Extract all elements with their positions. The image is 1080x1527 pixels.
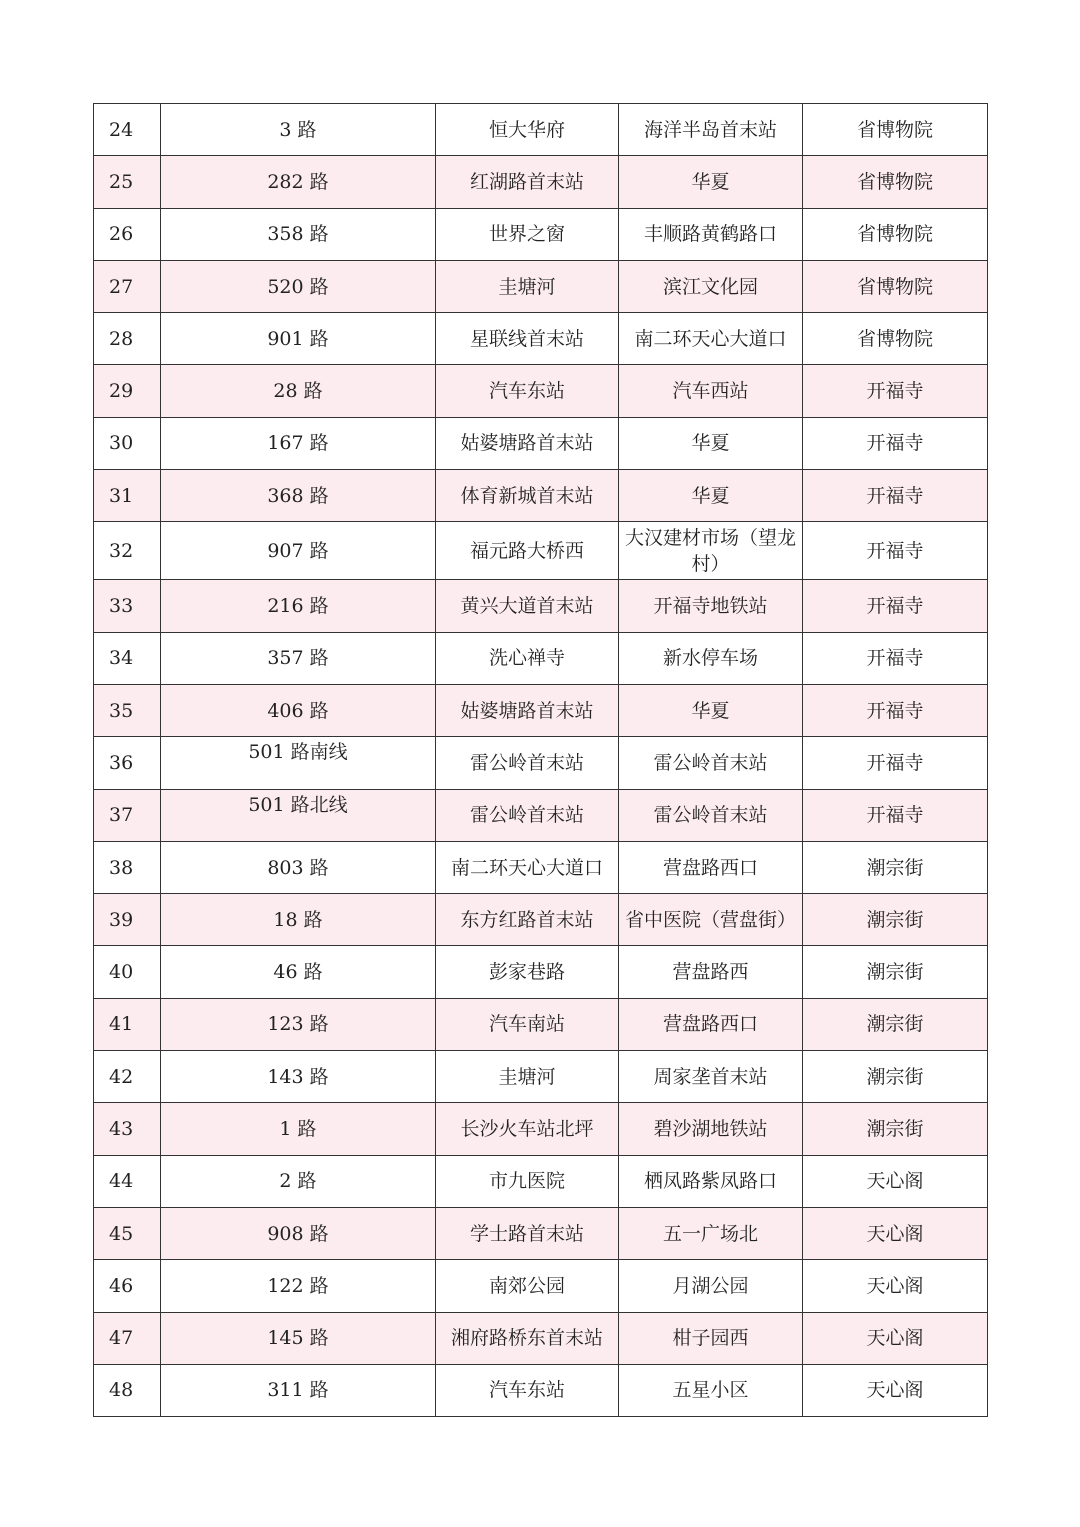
nearby-stop-cell: 天心阁 — [803, 1155, 988, 1207]
nearby-stop-cell: 省博物院 — [803, 156, 988, 208]
row-number-cell: 39 — [94, 894, 161, 946]
nearby-stop-cell: 天心阁 — [803, 1207, 988, 1259]
terminal-start-cell: 东方红路首末站 — [436, 894, 619, 946]
nearby-stop-cell: 省博物院 — [803, 260, 988, 312]
terminal-end-cell: 五一广场北 — [619, 1207, 803, 1259]
row-number-cell: 24 — [94, 104, 161, 156]
row-number-cell: 30 — [94, 417, 161, 469]
nearby-stop-cell: 开福寺 — [803, 365, 988, 417]
row-number-cell: 25 — [94, 156, 161, 208]
terminal-end-cell: 碧沙湖地铁站 — [619, 1103, 803, 1155]
table-row — [94, 1364, 988, 1416]
nearby-stop-cell: 开福寺 — [803, 417, 988, 469]
nearby-stop-cell: 开福寺 — [803, 580, 988, 632]
terminal-end-cell: 海洋半岛首末站 — [619, 104, 803, 156]
terminal-start-cell: 圭塘河 — [436, 260, 619, 312]
terminal-end-cell: 月湖公园 — [619, 1260, 803, 1312]
terminal-start-cell: 姑婆塘路首末站 — [436, 417, 619, 469]
terminal-end-cell: 滨江文化园 — [619, 260, 803, 312]
terminal-start-cell: 圭塘河 — [436, 1051, 619, 1103]
terminal-start-cell: 恒大华府 — [436, 104, 619, 156]
nearby-stop-cell: 开福寺 — [803, 632, 988, 684]
terminal-start-cell: 雷公岭首末站 — [436, 789, 619, 841]
nearby-stop-cell: 潮宗街 — [803, 841, 988, 893]
terminal-start-cell: 体育新城首末站 — [436, 470, 619, 522]
row-number-cell: 26 — [94, 208, 161, 260]
terminal-end-cell: 华夏 — [619, 684, 803, 736]
table-row — [94, 684, 988, 736]
table-row — [94, 260, 988, 312]
bus-line-cell: 122 路 — [161, 1260, 436, 1312]
row-number-cell: 28 — [94, 313, 161, 365]
nearby-stop-cell: 省博物院 — [803, 313, 988, 365]
table-row — [94, 632, 988, 684]
bus-line-cell: 18 路 — [161, 894, 436, 946]
table-row — [94, 470, 988, 522]
nearby-stop-cell: 潮宗街 — [803, 1051, 988, 1103]
route-table-body — [94, 104, 988, 1417]
terminal-end-cell: 栖凤路紫凤路口 — [619, 1155, 803, 1207]
terminal-end-cell: 雷公岭首末站 — [619, 789, 803, 841]
row-number-cell: 37 — [94, 789, 161, 841]
bus-line-cell: 2 路 — [161, 1155, 436, 1207]
bus-line-cell: 216 路 — [161, 580, 436, 632]
terminal-end-cell: 开福寺地铁站 — [619, 580, 803, 632]
bus-line-cell: 908 路 — [161, 1207, 436, 1259]
nearby-stop-cell: 潮宗街 — [803, 1103, 988, 1155]
terminal-start-cell: 世界之窗 — [436, 208, 619, 260]
row-number-cell: 32 — [94, 522, 161, 580]
bus-line-cell: 803 路 — [161, 841, 436, 893]
terminal-start-cell: 星联线首末站 — [436, 313, 619, 365]
row-number-cell: 27 — [94, 260, 161, 312]
terminal-start-cell: 黄兴大道首末站 — [436, 580, 619, 632]
row-number-cell: 46 — [94, 1260, 161, 1312]
terminal-end-cell: 南二环天心大道口 — [619, 313, 803, 365]
nearby-stop-cell: 开福寺 — [803, 684, 988, 736]
nearby-stop-cell: 开福寺 — [803, 789, 988, 841]
bus-line-cell: 406 路 — [161, 684, 436, 736]
terminal-end-cell: 华夏 — [619, 417, 803, 469]
nearby-stop-cell: 潮宗街 — [803, 946, 988, 998]
row-number-cell: 42 — [94, 1051, 161, 1103]
table-row — [94, 1051, 988, 1103]
row-number-cell: 29 — [94, 365, 161, 417]
terminal-start-cell: 学士路首末站 — [436, 1207, 619, 1259]
nearby-stop-cell: 天心阁 — [803, 1260, 988, 1312]
terminal-start-cell: 汽车东站 — [436, 1364, 619, 1416]
row-number-cell: 40 — [94, 946, 161, 998]
terminal-end-cell: 五星小区 — [619, 1364, 803, 1416]
table-row — [94, 417, 988, 469]
bus-line-cell: 368 路 — [161, 470, 436, 522]
terminal-start-cell: 红湖路首末站 — [436, 156, 619, 208]
bus-line-cell: 501 路南线 — [161, 737, 436, 789]
terminal-end-cell: 华夏 — [619, 470, 803, 522]
bus-line-cell: 123 路 — [161, 998, 436, 1050]
terminal-start-cell: 汽车南站 — [436, 998, 619, 1050]
table-row — [94, 208, 988, 260]
terminal-end-cell: 周家垄首末站 — [619, 1051, 803, 1103]
table-row — [94, 365, 988, 417]
table-row — [94, 522, 988, 580]
bus-line-cell: 282 路 — [161, 156, 436, 208]
bus-line-cell: 901 路 — [161, 313, 436, 365]
nearby-stop-cell: 省博物院 — [803, 208, 988, 260]
table-row — [94, 894, 988, 946]
terminal-end-cell: 新水停车场 — [619, 632, 803, 684]
table-row — [94, 998, 988, 1050]
table-row — [94, 104, 988, 156]
table-row — [94, 580, 988, 632]
terminal-end-cell: 雷公岭首末站 — [619, 737, 803, 789]
row-number-cell: 41 — [94, 998, 161, 1050]
terminal-start-cell: 市九医院 — [436, 1155, 619, 1207]
nearby-stop-cell: 潮宗街 — [803, 998, 988, 1050]
terminal-end-cell: 营盘路西口 — [619, 998, 803, 1050]
row-number-cell: 44 — [94, 1155, 161, 1207]
bus-line-cell: 520 路 — [161, 260, 436, 312]
terminal-start-cell: 湘府路桥东首末站 — [436, 1312, 619, 1364]
table-row — [94, 1260, 988, 1312]
table-row — [94, 737, 988, 789]
bus-line-cell: 1 路 — [161, 1103, 436, 1155]
row-number-cell: 45 — [94, 1207, 161, 1259]
table-row — [94, 313, 988, 365]
terminal-start-cell: 洗心禅寺 — [436, 632, 619, 684]
terminal-start-cell: 汽车东站 — [436, 365, 619, 417]
terminal-end-cell: 华夏 — [619, 156, 803, 208]
bus-line-cell: 501 路北线 — [161, 789, 436, 841]
terminal-end-cell: 大汉建材市场（望龙村） — [619, 522, 803, 580]
table-row — [94, 1207, 988, 1259]
terminal-start-cell: 彭家巷路 — [436, 946, 619, 998]
bus-line-cell: 357 路 — [161, 632, 436, 684]
row-number-cell: 34 — [94, 632, 161, 684]
row-number-cell: 36 — [94, 737, 161, 789]
terminal-start-cell: 姑婆塘路首末站 — [436, 684, 619, 736]
terminal-end-cell: 柑子园西 — [619, 1312, 803, 1364]
table-row — [94, 1155, 988, 1207]
bus-line-cell: 358 路 — [161, 208, 436, 260]
terminal-end-cell: 省中医院（营盘街） — [619, 894, 803, 946]
bus-line-cell: 145 路 — [161, 1312, 436, 1364]
nearby-stop-cell: 潮宗街 — [803, 894, 988, 946]
bus-route-table — [93, 103, 988, 1417]
row-number-cell: 48 — [94, 1364, 161, 1416]
bus-line-cell: 28 路 — [161, 365, 436, 417]
row-number-cell: 47 — [94, 1312, 161, 1364]
nearby-stop-cell: 开福寺 — [803, 522, 988, 580]
row-number-cell: 35 — [94, 684, 161, 736]
terminal-start-cell: 雷公岭首末站 — [436, 737, 619, 789]
terminal-end-cell: 丰顺路黄鹤路口 — [619, 208, 803, 260]
table-row — [94, 1103, 988, 1155]
bus-line-cell: 907 路 — [161, 522, 436, 580]
terminal-start-cell: 南郊公园 — [436, 1260, 619, 1312]
table-row — [94, 1312, 988, 1364]
table-row — [94, 156, 988, 208]
row-number-cell: 31 — [94, 470, 161, 522]
terminal-start-cell: 福元路大桥西 — [436, 522, 619, 580]
row-number-cell: 33 — [94, 580, 161, 632]
row-number-cell: 43 — [94, 1103, 161, 1155]
terminal-start-cell: 南二环天心大道口 — [436, 841, 619, 893]
nearby-stop-cell: 开福寺 — [803, 737, 988, 789]
nearby-stop-cell: 省博物院 — [803, 104, 988, 156]
terminal-start-cell: 长沙火车站北坪 — [436, 1103, 619, 1155]
terminal-end-cell: 汽车西站 — [619, 365, 803, 417]
bus-line-cell: 3 路 — [161, 104, 436, 156]
table-row — [94, 789, 988, 841]
bus-line-cell: 46 路 — [161, 946, 436, 998]
nearby-stop-cell: 开福寺 — [803, 470, 988, 522]
nearby-stop-cell: 天心阁 — [803, 1364, 988, 1416]
bus-line-cell: 143 路 — [161, 1051, 436, 1103]
row-number-cell: 38 — [94, 841, 161, 893]
nearby-stop-cell: 天心阁 — [803, 1312, 988, 1364]
terminal-end-cell: 营盘路西 — [619, 946, 803, 998]
bus-line-cell: 311 路 — [161, 1364, 436, 1416]
table-row — [94, 946, 988, 998]
bus-line-cell: 167 路 — [161, 417, 436, 469]
terminal-end-cell: 营盘路西口 — [619, 841, 803, 893]
table-row — [94, 841, 988, 893]
